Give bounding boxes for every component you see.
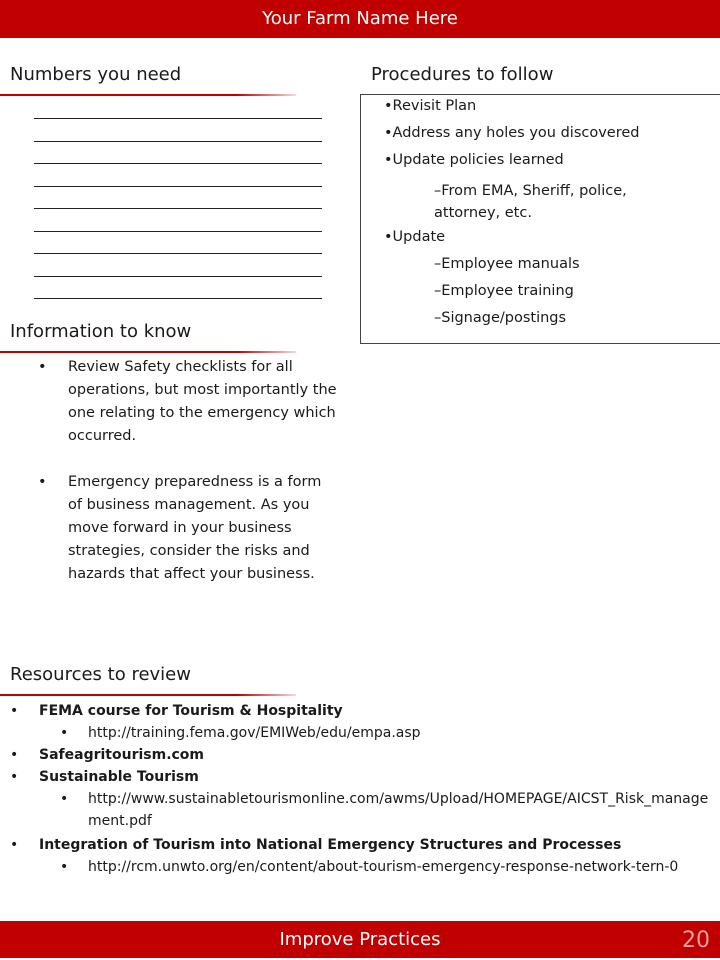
procedure-item: •Update bbox=[384, 229, 446, 245]
information-heading-rule bbox=[0, 351, 296, 353]
resource-link[interactable]: • http://www.sustainabletourismonline.com/awms/Upload/HOMEPAGE/AICST_Risk_management.pdf bbox=[10, 788, 715, 832]
procedure-subitem: –From EMA, Sheriff, police, attorney, etc. bbox=[434, 183, 627, 221]
information-item: • Emergency preparedness is a form of business management. As you move forward in your business strategies, consider the risks and hazards that affect your business. bbox=[38, 471, 338, 586]
blank-line bbox=[34, 141, 322, 142]
procedures-heading: Procedures to follow bbox=[371, 64, 554, 85]
blank-line bbox=[34, 163, 322, 164]
numbers-blank-lines bbox=[34, 118, 322, 321]
resources-heading: Resources to review bbox=[10, 664, 191, 685]
information-list bbox=[38, 356, 338, 609]
resource-title: • Sustainable Tourism bbox=[10, 766, 715, 788]
numbers-heading-rule bbox=[0, 94, 296, 96]
procedure-item: •Address any holes you discovered bbox=[384, 125, 640, 141]
procedure-item: •Update policies learned bbox=[384, 152, 564, 168]
blank-line bbox=[34, 231, 322, 232]
numbers-heading: Numbers you need bbox=[10, 64, 182, 85]
procedure-item: •Revisit Plan bbox=[384, 98, 477, 114]
resource-link[interactable]: • http://training.fema.gov/EMIWeb/edu/empa.asp bbox=[10, 722, 715, 744]
resource-title: • FEMA course for Tourism & Hospitality bbox=[10, 700, 715, 722]
blank-line bbox=[34, 118, 322, 119]
blank-line bbox=[34, 276, 322, 277]
procedure-subitem: –Employee training bbox=[434, 283, 574, 299]
blank-line bbox=[34, 208, 322, 209]
resource-title: • Safeagritourism.com bbox=[10, 744, 715, 766]
farm-name-title: Your Farm Name Here bbox=[262, 8, 458, 29]
resource-link[interactable]: • http://rcm.unwto.org/en/content/about-tourism-emergency-response-network-tern-0 bbox=[10, 856, 715, 878]
page-number: 20 bbox=[682, 928, 710, 953]
header-banner bbox=[0, 0, 720, 38]
blank-line bbox=[34, 253, 322, 254]
procedure-subitem: –Signage/postings bbox=[434, 310, 567, 326]
procedure-subitem: –Employee manuals bbox=[434, 256, 580, 272]
resources-heading-rule bbox=[0, 694, 296, 696]
resource-title: • Integration of Tourism into National Emergency Structures and Processes bbox=[10, 834, 715, 856]
resources-list bbox=[10, 700, 715, 878]
footer-banner bbox=[0, 921, 720, 958]
information-item: • Review Safety checklists for all operations, but most importantly the one relating to the emergency which occurred. bbox=[38, 356, 338, 448]
blank-line bbox=[34, 298, 322, 299]
information-heading: Information to know bbox=[10, 321, 192, 342]
blank-line bbox=[34, 186, 322, 187]
footer-title: Improve Practices bbox=[279, 929, 441, 950]
